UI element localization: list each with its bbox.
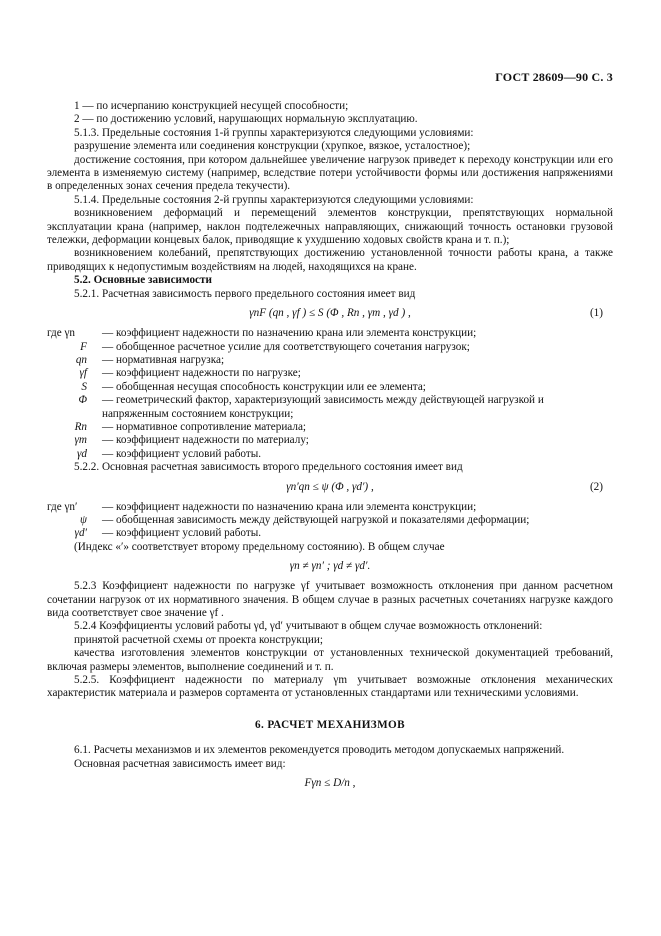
formula-4 [47, 777, 613, 791]
definition-text: — геометрический фактор, характеризующий зависимость между действующей нагрузкой и напряженным состоянием конструкции; [102, 394, 544, 420]
document-body [47, 100, 613, 797]
paragraph: возникновением деформаций и перемещений элементов конструкции, препятствующих нормальной эксплуатации крана (например, наклон подтележечных направляющих, снижающий точность остановки грузовой тележки, деформации концевых балок, приводящие к ухудшению ходовых свойств крана и т. п.); [47, 207, 613, 247]
definition-symbol: γd [76, 447, 87, 460]
definition-list-1 [47, 327, 613, 461]
definition-symbol: ψ [80, 513, 87, 526]
document-header: ГОСТ 28609—90 С. 3 [495, 70, 613, 84]
paragraph: качества изготовления элементов конструкции от установленных технической документацией требований, включая размеры элементов, выполнение соединений и т. п. [47, 647, 613, 673]
definition-item [47, 421, 613, 434]
formula-3 [47, 560, 613, 574]
formula-expression: γn′qn ≤ ψ (Φ , γd′) , [286, 480, 374, 493]
definition-text: — коэффициент надежности по нагрузке; [102, 367, 301, 380]
definition-item [47, 354, 613, 367]
paragraph: разрушение элемента или соединения конструкции (хрупкое, вязкое, усталостное); [74, 140, 471, 153]
definition-list-2 [47, 501, 613, 541]
definition-symbol: qn [75, 353, 87, 366]
formula-2 [47, 481, 613, 495]
definition-item [47, 501, 613, 514]
paragraph: Основная расчетная зависимость имеет вид: [74, 757, 286, 770]
definition-text: — обобщенное расчетное усилие для соответствующего сочетания нагрузок; [102, 340, 470, 353]
formula-expression: γnF (qn , γf ) ≤ S (Φ , Rn , γm , γd ) , [249, 307, 411, 320]
definition-item [47, 527, 613, 540]
definition-item [47, 381, 613, 394]
paragraph: принятой расчетной схемы от проекта конструкции; [74, 633, 323, 646]
definition-item [47, 394, 613, 421]
formula-expression: γn ≠ γn′ ; γd ≠ γd′. [289, 560, 371, 573]
paragraph: 5.1.4. Предельные состояния 2-й группы характеризуются следующими условиями: [74, 193, 474, 206]
paragraph: достижение состояния, при котором дальнейшее увеличение нагрузок приведет к переходу конструкции или его элемента в изменяемую систему (например, вследствие потери устойчивости формы или достижения напряжениями в определенных зонах сечения предела текучести). [47, 153, 613, 193]
definition-text: — коэффициент надежности по материалу; [102, 434, 309, 447]
paragraph: 2 — по достижению условий, нарушающих нормальную эксплуатацию. [74, 113, 418, 126]
paragraph: 5.2.2. Основная расчетная зависимость второго предельного состояния имеет вид [74, 461, 463, 474]
definition-text: — обобщенная зависимость между действующей нагрузкой и показателями деформации; [102, 513, 530, 526]
paragraph: 5.2.5. Коэффициент надежности по материалу γm учитывает возможные отклонения механических характеристик материала и размеров сортамента от установленных стандартами или техническими условиями. [47, 674, 613, 700]
paragraph: 5.1.3. Предельные состояния 1-й группы характеризуются следующими условиями: [74, 126, 474, 139]
subsection-heading: 5.2. Основные зависимости [74, 274, 212, 287]
definition-text: — коэффициент надежности по назначению крана или элемента конструкции; [102, 327, 477, 340]
definition-item [47, 514, 613, 527]
definition-symbol: Rn [74, 420, 87, 433]
definition-symbol: F [80, 340, 87, 353]
definition-item [47, 434, 613, 447]
definition-text: — нормативная нагрузка; [102, 353, 225, 366]
section-heading: 6. РАСЧЕТ МЕХАНИЗМОВ [254, 718, 406, 731]
formula-expression: Fγn ≤ D/n , [304, 777, 356, 790]
definition-text: — нормативное сопротивление материала; [102, 420, 307, 433]
definition-item [47, 367, 613, 380]
paragraph: 5.2.3 Коэффициент надежности по нагрузке γf учитывает возможность отклонения при данном расчетном сочетании нагрузок от их нормативного значения. В общем случае в разных расчетных сочетаниях нагрузке каждого вида соответствует свое значение γf . [47, 580, 613, 619]
definition-symbol: где γn [47, 327, 76, 340]
definition-symbol: γf [79, 367, 87, 380]
paragraph: 1 — по исчерпанию конструкцией несущей способности; [74, 100, 349, 112]
definition-symbol: где γn′ [47, 500, 78, 513]
paragraph: 5.2.1. Расчетная зависимость первого предельного состояния имеет вид [74, 287, 416, 300]
definition-item [47, 327, 613, 340]
paragraph: (Индекс «′» соответствует второму предельному состоянию). В общем случае [74, 540, 445, 553]
definition-text: — коэффициент условий работы. [102, 527, 262, 540]
definition-symbol: γm [74, 434, 87, 447]
formula-number: (2) [589, 480, 603, 493]
definition-text: — обобщенная несущая способность конструкции или ее элемента; [102, 380, 426, 393]
formula-1 [47, 307, 613, 321]
definition-symbol: S [81, 380, 87, 393]
formula-number: (1) [589, 307, 603, 320]
definition-symbol: Φ [78, 394, 87, 407]
definition-symbol: γd′ [74, 527, 87, 540]
definition-text: — коэффициент надежности по назначению крана или элемента конструкции; [102, 500, 477, 513]
definition-item [47, 448, 613, 461]
definition-item [47, 341, 613, 354]
paragraph: возникновением колебаний, препятствующих достижению установленной точности работы крана, а также приводящих к недопустимым воздействиям на людей, находящихся на кране. [47, 247, 613, 273]
definition-text: — коэффициент условий работы. [102, 447, 262, 460]
paragraph: 5.2.4 Коэффициенты условий работы γd, γd′ учитывают в общем случае возможность отклонений: [74, 620, 543, 633]
paragraph: 6.1. Расчеты механизмов и их элементов рекомендуется проводить методом допускаемых напряжений. [74, 744, 565, 757]
